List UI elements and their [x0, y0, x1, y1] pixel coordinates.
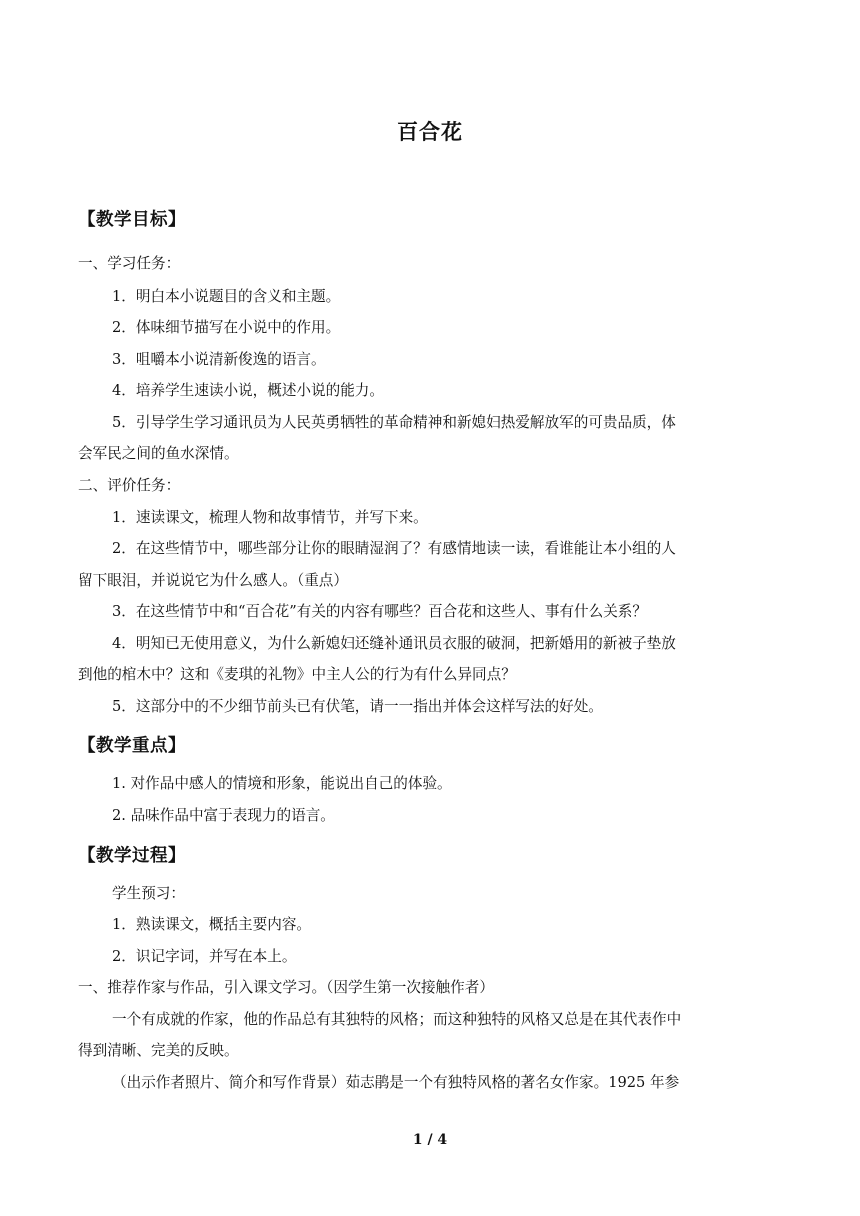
section-heading-key-points: 【教学重点】	[78, 736, 186, 756]
list-item: 3．咀嚼本小说清新俊逸的语言。	[112, 351, 326, 368]
subsection-heading: 一、推荐作家与作品，引入课文学习。（因学生第一次接触作者）	[78, 979, 494, 996]
list-item: 1．明白本小说题目的含义和主题。	[112, 288, 341, 305]
page-number: 1 / 4	[412, 1132, 448, 1148]
list-item-continuation: 会军民之间的鱼水深情。	[78, 445, 239, 462]
paragraph: 学生预习：	[112, 885, 185, 902]
list-item-continuation: 到他的棺木中？这和《麦琪的礼物》中主人公的行为有什么异同点？	[78, 666, 516, 683]
list-item: 1．熟读课文，概括主要内容。	[112, 916, 312, 933]
section-heading-objectives: 【教学目标】	[78, 210, 186, 230]
list-item: 5．引导学生学习通讯员为人民英勇牺牲的革命精神和新媳妇热爱解放军的可贵品质，体	[112, 414, 676, 431]
list-item: 5．这部分中的不少细节前头已有伏笔，请一一指出并体会这样写法的好处。	[112, 698, 603, 715]
page-title: 百合花	[397, 120, 463, 144]
list-item: 4．明知已无使用意义，为什么新媳妇还缝补通讯员衣服的破洞，把新婚用的新被子垫放	[112, 635, 676, 652]
list-item: 3．在这些情节中和“百合花”有关的内容有哪些？百合花和这些人、事有什么关系？	[112, 603, 647, 620]
list-item: 2. 品味作品中富于表现力的语言。	[112, 807, 335, 824]
paragraph: 一个有成就的作家，他的作品总有其独特的风格；而这种独特的风格又总是在其代表作中	[112, 1011, 682, 1028]
list-item-continuation: 留下眼泪，并说说它为什么感人。（重点）	[78, 572, 348, 589]
subsection-evaluation-tasks: 二、评价任务：	[78, 477, 181, 494]
list-item: 1．速读课文，梳理人物和故事情节，并写下来。	[112, 509, 428, 526]
list-item: 2．在这些情节中，哪些部分让你的眼睛湿润了？有感情地读一读，看谁能让本小组的人	[112, 540, 676, 557]
list-item: 2．体味细节描写在小说中的作用。	[112, 319, 341, 336]
list-item: 4．培养学生速读小说，概述小说的能力。	[112, 382, 384, 399]
section-heading-process: 【教学过程】	[78, 846, 186, 866]
list-item: 1. 对作品中感人的情境和形象，能说出自己的体验。	[112, 775, 452, 792]
list-item: 2．识记字词，并写在本上。	[112, 948, 297, 965]
subsection-learning-tasks: 一、学习任务：	[78, 255, 181, 272]
paragraph: （出示作者照片、简介和写作背景）茹志鹃是一个有独特风格的著名女作家。1925 年参	[112, 1074, 680, 1091]
paragraph-continuation: 得到清晰、完美的反映。	[78, 1042, 239, 1059]
